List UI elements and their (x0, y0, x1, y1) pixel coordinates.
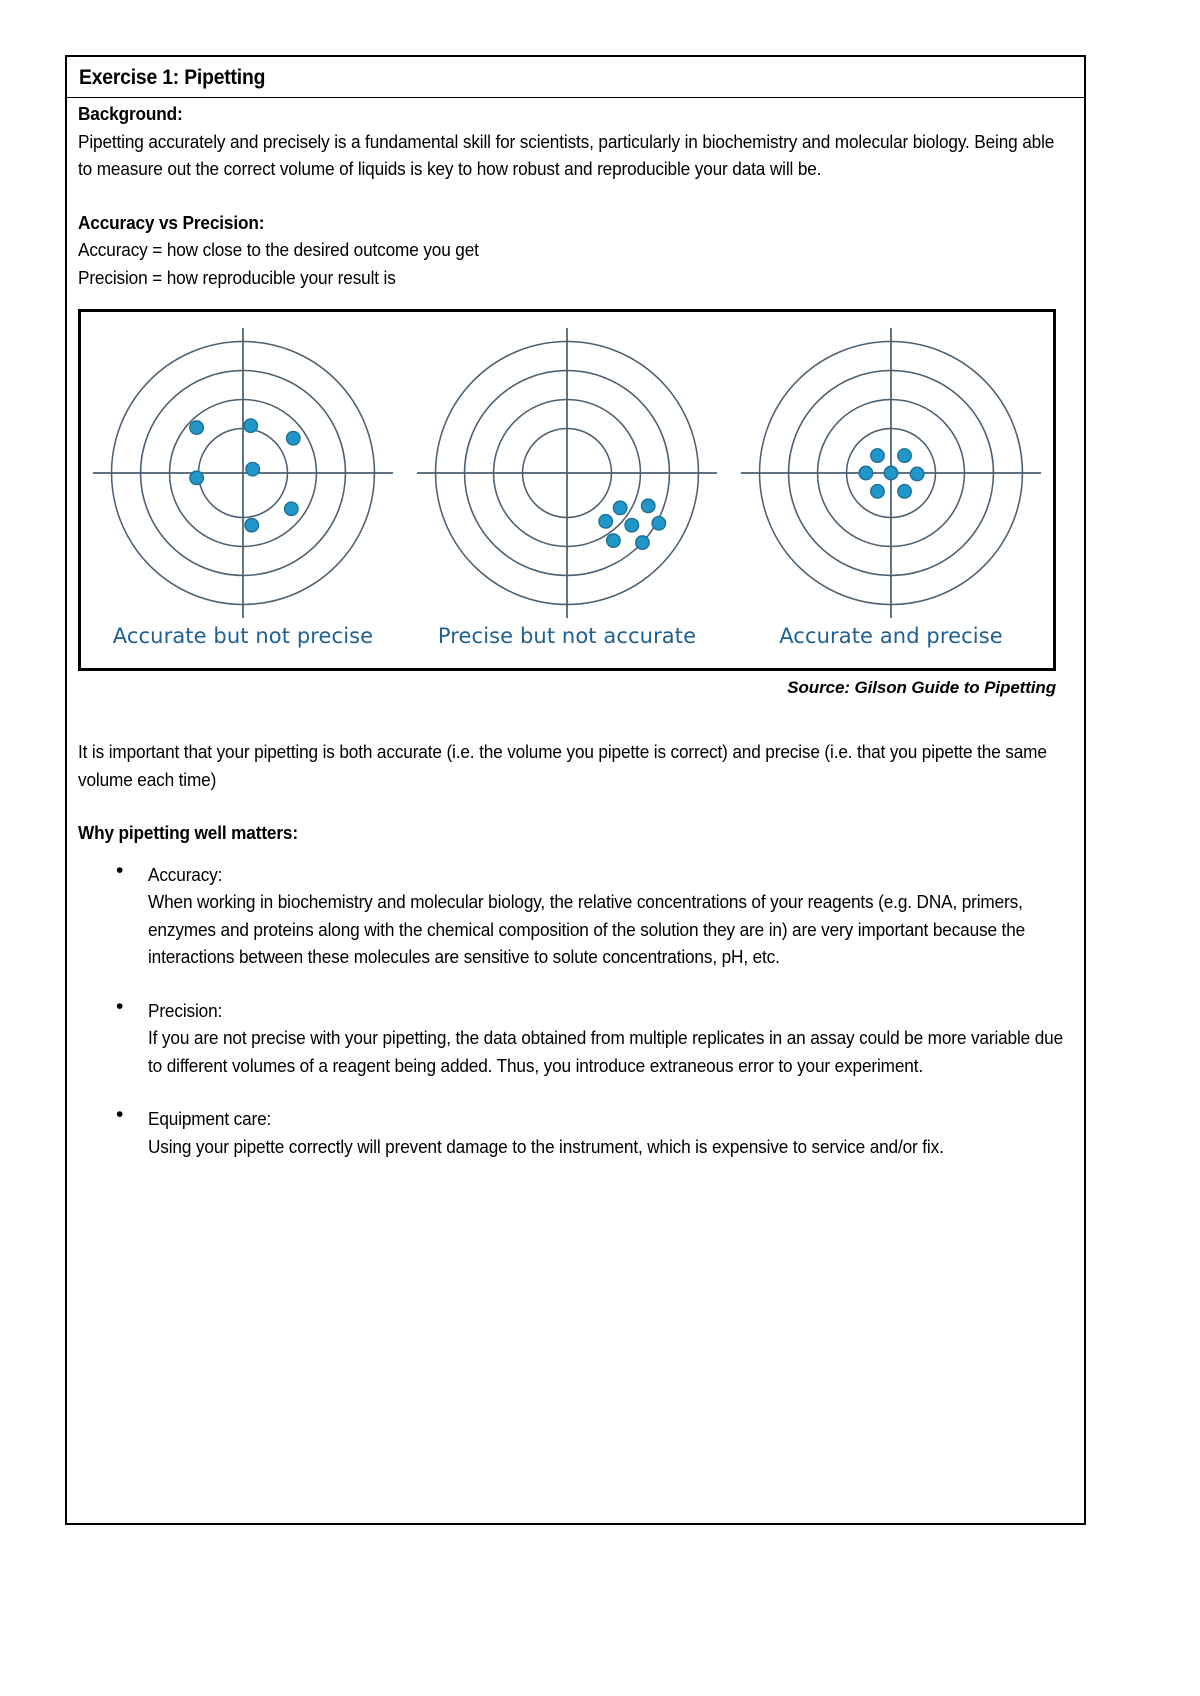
matters-heading: Why pipetting well matters: (78, 822, 298, 843)
data-dot-4 (625, 518, 639, 532)
data-dot-6 (607, 534, 621, 548)
data-dot-1 (190, 421, 204, 435)
spacer (78, 793, 1072, 819)
spacer (78, 183, 1072, 209)
data-dot-4 (190, 471, 204, 485)
document-body (78, 100, 1072, 1186)
target-diagram-1 (93, 328, 393, 618)
background-paragraph: Pipetting accurately and precisely is a fundamental skill for scientists, particularly in biochemistry and molecular biology. Being able to measure out the correct volume of liquids is key to how robust and reproducible your data will be. (78, 130, 1055, 179)
data-dot-1 (613, 501, 627, 515)
target-accurate-and-precise (736, 328, 1046, 648)
importance-paragraph: It is important that your pipetting is both accurate (i.e. the volume you pipette is correct) and precise (i.e. that you pipette the same volume each time) (78, 741, 1047, 790)
data-dot-5 (652, 517, 666, 531)
background-label: Background: (78, 103, 183, 124)
accuracy-precision-figure (78, 309, 1056, 671)
target-caption-1: Accurate but not precise (112, 624, 374, 648)
reasons-list (78, 861, 1072, 1161)
data-dot-7 (636, 536, 650, 550)
target-accurate-not-precise (88, 328, 398, 648)
data-dot-3 (859, 466, 873, 480)
bullet-term: • Accuracy: (148, 863, 223, 885)
list-item (78, 861, 1072, 971)
list-item (78, 997, 1072, 1080)
data-dot-2 (244, 419, 258, 433)
data-dot-5 (246, 462, 260, 476)
data-dot-1 (871, 449, 885, 463)
data-dot-6 (871, 485, 885, 499)
target-diagram-2 (417, 328, 717, 618)
bullet-term: • Equipment care: (148, 1108, 272, 1129)
bullet-body: When working in biochemistry and molecular biology, the relative concentrations of your reagents (e.g. DNA, primers, enzymes and proteins along with the chemical composition of the solution they are in) are very important because the interactions between these molecules are sensitive to solute concentrations, pH, etc. (148, 891, 1026, 967)
data-dot-7 (245, 518, 259, 532)
data-dot-4 (884, 466, 898, 480)
targets-row (81, 312, 1053, 668)
spacer (78, 847, 1072, 861)
bullet-body: If you are not precise with your pipetting, the data obtained from multiple replicates in an assay could be more variable due to different volumes of a reagent being added. Thus, you introduce extraneous error to your experiment. (148, 1027, 1064, 1076)
target-caption-3: Accurate and precise (779, 624, 1003, 648)
data-dot-2 (898, 449, 912, 463)
data-dot-7 (898, 485, 912, 499)
target-diagram-3 (741, 328, 1041, 618)
accuracy-vs-precision-label: Accuracy vs Precision: (78, 211, 265, 233)
target-precise-not-accurate (412, 328, 722, 648)
data-dot-3 (287, 431, 301, 445)
data-dot-6 (285, 502, 299, 516)
accuracy-definition: Accuracy = how close to the desired outcome you get (78, 239, 479, 260)
data-dot-3 (599, 515, 613, 529)
precision-definition: Precision = how reproducible your result is (78, 266, 396, 288)
data-dot-2 (641, 499, 655, 513)
figure-source-note: Source: Gilson Guide to Pipetting (787, 678, 1056, 697)
target-caption-2: Precise but not accurate (437, 624, 697, 648)
exercise-header (67, 57, 1084, 98)
list-item (78, 1105, 1072, 1160)
bullet-term: • Precision: (148, 999, 223, 1021)
bullet-body: Using your pipette correctly will prevent damage to the instrument, which is expensive to service and/or fix. (148, 1135, 944, 1157)
data-dot-5 (910, 467, 924, 481)
page-title: Exercise 1: Pipetting (79, 66, 266, 89)
spacer (78, 698, 1072, 738)
